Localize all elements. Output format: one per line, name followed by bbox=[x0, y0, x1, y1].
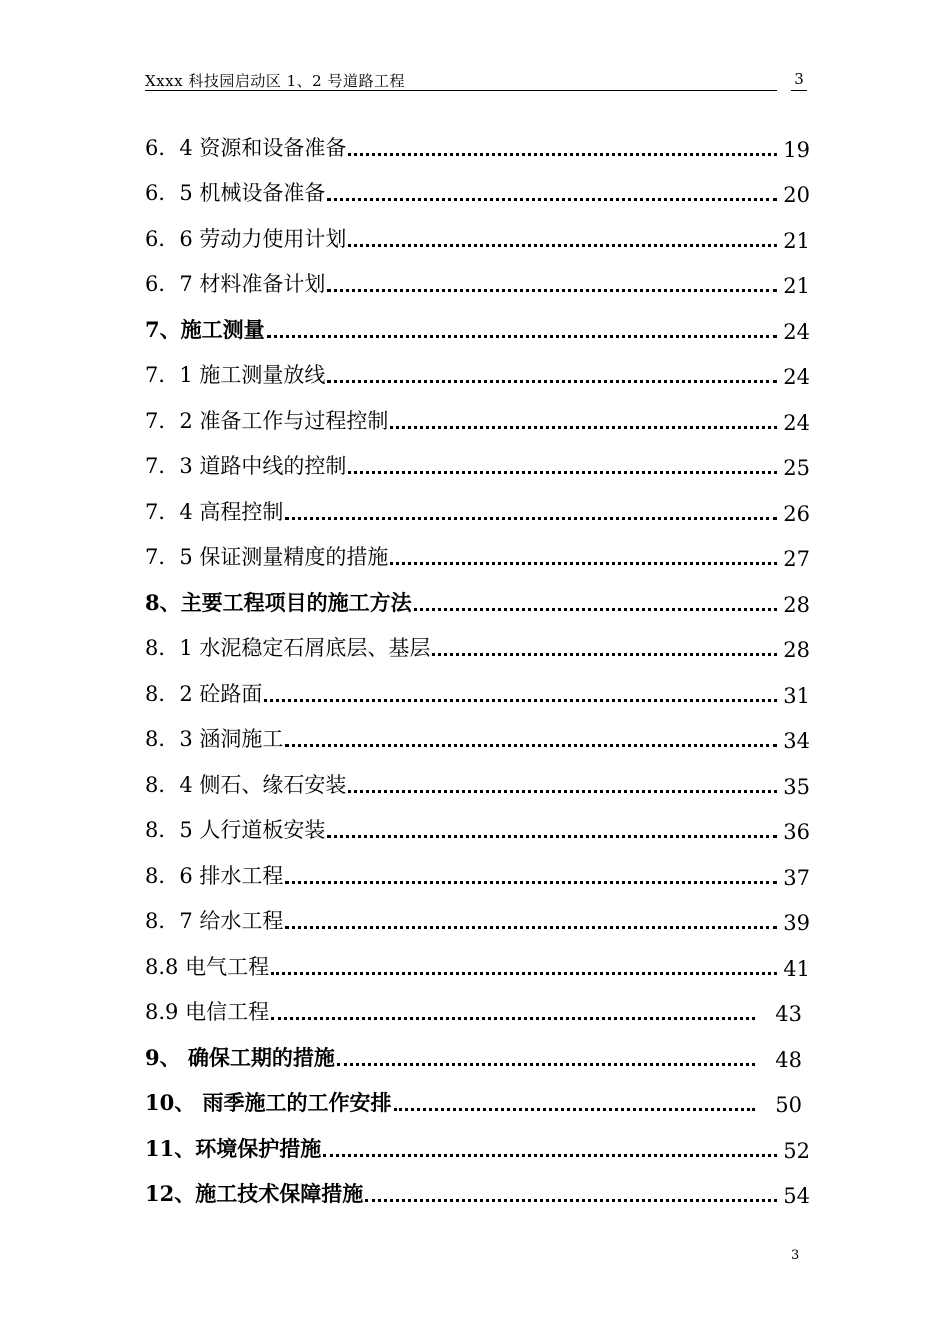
toc-entry[interactable] bbox=[145, 844, 810, 890]
toc-entry-page: 31 bbox=[783, 683, 810, 708]
toc-entry-title: 8．7 给水工程 bbox=[145, 909, 284, 933]
toc-entry-page: 39 bbox=[783, 911, 810, 935]
toc-entry-page: 54 bbox=[783, 1184, 810, 1208]
toc-entry[interactable] bbox=[145, 890, 810, 936]
toc-entry[interactable] bbox=[145, 662, 810, 708]
toc-entry[interactable] bbox=[145, 389, 810, 435]
toc-entry-page: 21 bbox=[783, 228, 810, 253]
toc-entry[interactable] bbox=[145, 981, 810, 1027]
toc-entry-title: 8.9 电信工程 bbox=[145, 1000, 270, 1024]
toc-entry-page: 25 bbox=[783, 456, 810, 480]
toc-entry[interactable] bbox=[145, 1163, 810, 1209]
toc-entry-title: 7．5 保证测量精度的措施 bbox=[145, 545, 389, 569]
toc-entry[interactable] bbox=[145, 344, 810, 390]
toc-entry-title: 9、 确保工期的措施 bbox=[145, 1044, 335, 1070]
toc-entry-page: 34 bbox=[783, 729, 810, 753]
toc-entry[interactable] bbox=[145, 253, 810, 299]
toc-entry[interactable] bbox=[145, 162, 810, 208]
toc-dot-leader bbox=[348, 471, 777, 474]
toc-dot-leader bbox=[348, 790, 777, 793]
toc-entry-page: 19 bbox=[783, 137, 810, 162]
toc-dot-leader bbox=[271, 972, 777, 975]
toc-entry-title: 8．6 排水工程 bbox=[145, 863, 284, 888]
toc-entry[interactable] bbox=[145, 571, 810, 617]
toc-entry-title: 6．5 机械设备准备 bbox=[145, 181, 326, 205]
toc-dot-leader bbox=[348, 153, 777, 156]
toc-entry[interactable] bbox=[145, 480, 810, 526]
toc-entry[interactable] bbox=[145, 1072, 810, 1118]
toc-entry[interactable] bbox=[145, 116, 810, 162]
toc-entry[interactable] bbox=[145, 298, 810, 344]
toc-entry-title: 7．2 准备工作与过程控制 bbox=[145, 408, 389, 433]
toc-dot-leader bbox=[432, 653, 777, 656]
toc-entry-title: 8．1 水泥稳定石屑底层、基层 bbox=[145, 636, 431, 660]
table-of-contents bbox=[145, 116, 810, 1208]
toc-dot-leader bbox=[264, 699, 777, 702]
toc-dot-leader bbox=[327, 835, 777, 838]
toc-dot-leader bbox=[285, 881, 777, 884]
toc-dot-leader bbox=[285, 926, 777, 929]
toc-entry[interactable] bbox=[145, 207, 810, 253]
toc-entry[interactable] bbox=[145, 435, 810, 481]
toc-dot-leader bbox=[327, 289, 777, 292]
toc-entry-title: 12、施工技术保障措施 bbox=[145, 1181, 364, 1206]
toc-dot-leader bbox=[271, 1017, 755, 1020]
page-header bbox=[145, 66, 777, 91]
toc-entry-page: 24 bbox=[783, 365, 810, 389]
toc-entry-title: 8．2 砼路面 bbox=[145, 681, 263, 706]
toc-dot-leader bbox=[323, 1154, 777, 1157]
toc-entry-title: 6．7 材料准备计划 bbox=[145, 272, 326, 296]
toc-entry[interactable] bbox=[145, 708, 810, 754]
toc-entry-title: 7．4 高程控制 bbox=[145, 499, 284, 524]
toc-entry-page: 20 bbox=[783, 183, 810, 207]
toc-entry[interactable] bbox=[145, 526, 810, 572]
toc-entry[interactable] bbox=[145, 799, 810, 845]
toc-entry-page: 21 bbox=[783, 274, 810, 298]
toc-entry-title: 8.8 电气工程 bbox=[145, 954, 270, 979]
toc-entry-page: 28 bbox=[783, 592, 810, 617]
toc-entry-page: 26 bbox=[783, 501, 810, 526]
toc-entry-title: 7．3 道路中线的控制 bbox=[145, 454, 347, 478]
toc-entry-title: 10、 雨季施工的工作安排 bbox=[145, 1090, 392, 1115]
toc-entry-page: 48 bbox=[775, 1047, 802, 1072]
toc-entry-page: 24 bbox=[783, 410, 810, 435]
toc-entry-page: 37 bbox=[783, 865, 810, 890]
toc-entry[interactable] bbox=[145, 935, 810, 981]
toc-dot-leader bbox=[285, 744, 777, 747]
toc-entry-title: 7、施工测量 bbox=[145, 316, 265, 342]
toc-dot-leader bbox=[414, 608, 778, 611]
toc-dot-leader bbox=[390, 426, 777, 429]
toc-entry-title: 6．6 劳动力使用计划 bbox=[145, 226, 347, 251]
toc-entry-page: 41 bbox=[783, 956, 810, 981]
header-page-number bbox=[791, 66, 807, 91]
toc-entry-page: 43 bbox=[775, 1002, 802, 1026]
toc-entry[interactable] bbox=[145, 1117, 810, 1163]
toc-entry-title: 8、主要工程项目的施工方法 bbox=[145, 589, 412, 615]
toc-entry[interactable] bbox=[145, 617, 810, 663]
toc-entry-title: 7．1 施工测量放线 bbox=[145, 363, 326, 387]
toc-dot-leader bbox=[394, 1108, 756, 1111]
toc-entry-title: 8．4 侧石、缘石安装 bbox=[145, 772, 347, 797]
toc-entry-title: 8．3 涵洞施工 bbox=[145, 727, 284, 751]
toc-dot-leader bbox=[267, 335, 778, 338]
toc-entry[interactable] bbox=[145, 1026, 810, 1072]
header-title: Xxxx 科技园启动区 1、2 号道路工程 bbox=[145, 72, 405, 90]
toc-dot-leader bbox=[337, 1063, 755, 1066]
toc-dot-leader bbox=[348, 244, 777, 247]
footer-page-number: 3 bbox=[791, 1248, 800, 1263]
toc-entry-title: 11、环境保护措施 bbox=[145, 1135, 322, 1161]
toc-entry-page: 35 bbox=[783, 774, 810, 799]
toc-entry-page: 27 bbox=[783, 547, 810, 571]
toc-dot-leader bbox=[285, 517, 777, 520]
toc-entry-page: 28 bbox=[783, 638, 810, 662]
toc-entry-page: 50 bbox=[775, 1093, 802, 1117]
toc-entry-page: 36 bbox=[783, 820, 810, 844]
toc-dot-leader bbox=[327, 198, 777, 201]
toc-dot-leader bbox=[365, 1199, 777, 1202]
toc-entry-title: 6．4 资源和设备准备 bbox=[145, 135, 347, 160]
toc-entry[interactable] bbox=[145, 753, 810, 799]
toc-dot-leader bbox=[390, 562, 777, 565]
toc-entry-page: 52 bbox=[783, 1138, 810, 1163]
header-page-number-text: 3 bbox=[794, 70, 804, 88]
toc-entry-title: 8．5 人行道板安装 bbox=[145, 818, 326, 842]
toc-entry-page: 24 bbox=[783, 319, 810, 344]
toc-dot-leader bbox=[327, 380, 777, 383]
